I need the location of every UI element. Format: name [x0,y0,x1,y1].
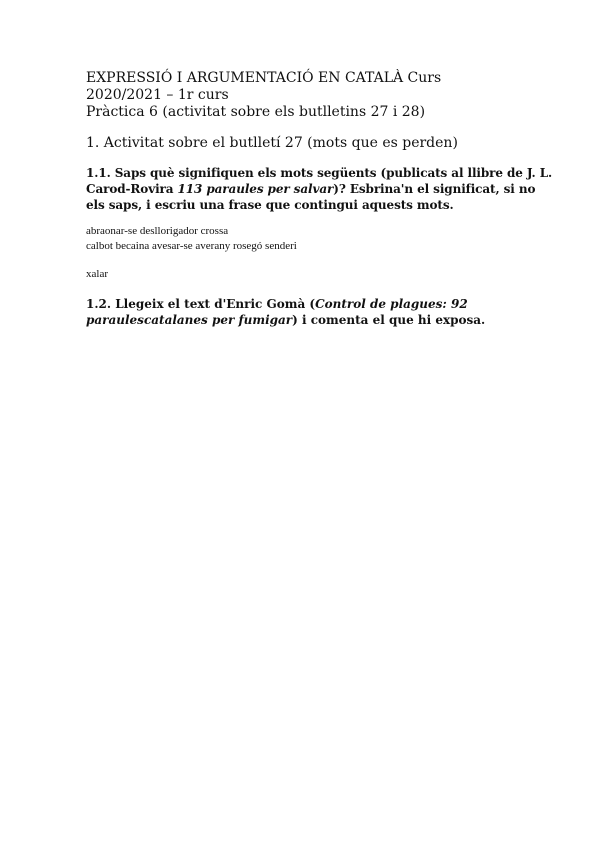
word-list-line-2: calbot becaina avesar-se averany rosegó senderi [86,240,297,252]
word-list [86,224,526,254]
book-title-control-de-plagues-part-2: paraulescatalanes per fumigar [86,313,293,327]
question-1-1-line-1: 1.1. Saps què signifiquen els mots següents (publicats al llibre de J. L. [86,166,553,180]
question-1-1 [86,165,553,213]
question-1-2-line-1-start: 1.2. Llegeix el text d'Enric Gomà ( [86,297,316,311]
document-title [86,70,526,121]
question-1-2-line-2 [86,312,526,328]
word-list-line-1: abraonar-se desllorigador crossa [86,225,229,237]
title-line-1: EXPRESSIÓ I ARGUMENTACIÓ EN CATALÀ Curs [86,70,442,86]
title-line-3: Pràctica 6 (activitat sobre els butlletins 27 i 28) [86,104,426,120]
section-1-heading: 1. Activitat sobre el butlletí 27 (mots que es perden) [86,135,458,151]
question-1-1-line-2 [86,181,536,197]
question-1-1-line-3: els saps, i escriu una frase que contingui aquests mots. [86,198,454,212]
title-line-2: 2020/2021 – 1r curs [86,87,229,103]
question-1-2-line-1 [86,296,526,312]
question-1-1-line-2-start: Carod-Rovira [86,182,178,196]
book-title-control-de-plagues-part-1: Control de plagues: 92 [315,297,468,311]
question-1-2-line-2-end: ) i comenta el que hi exposa. [292,313,486,327]
question-1-1-line-2-end: )? Esbrina'n el significat, si no [333,182,536,196]
question-1-2 [86,296,526,328]
word-list-line-3: xalar [86,268,108,280]
book-title-113-paraules: 113 paraules per salvar [177,182,334,196]
